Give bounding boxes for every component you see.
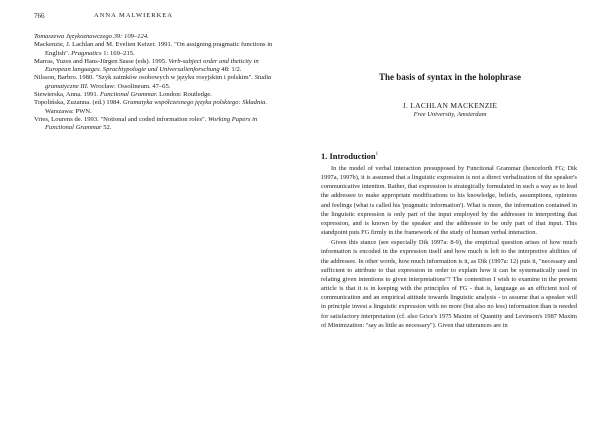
footnote-mark: 1 [375,152,379,158]
reference-text: Wrocław: Ossolineum. 47–65. [88,82,171,90]
right-page [300,0,600,426]
section-heading [321,151,378,161]
reference-text: Vries, Lourens de. 1993. "Notional and coded information roles". [34,115,209,123]
reference-text: 52. [101,124,112,132]
section-title: 1. Introduction [321,151,376,161]
reference-text: Pragmatics [71,49,102,57]
paragraph: In the model of verbal interaction presupposed by Functional Grammar (henceforth FG; Dik 1997a, 1997b), it is assumed that a linguistic expression is not a direct verbalization of the speaker's communicative intention. Rather, that expression is strategically formulated in such a way as to lead the addressee to make appropriate modifications to his knowledge, beliefs, assumptions, opinions and feelings (what is called his 'pragmatic information'). What is more, the information contained in the linguistic expression is only part of the input employed by the addressee in interpreting that expression, and is known by the speaker and the addressee to be only part of that input. This standpoint puts FG firmly in the framework of the study of human verbal interaction. [321,165,577,237]
reference-text: Nilsson, Barbro. 1980. "Szyk zaimków osobowych w języku rosyjskim i polskim". [34,74,255,82]
references-list [34,33,284,133]
author-affiliation: Free University, Amsterdam [413,111,487,118]
reference-entry [34,99,284,116]
reference-text: Verb-subject order and theticity in European languages. Sprachtypologie und Universalienforschung [45,57,259,74]
reference-text: Mackenzie, J. Lachlan and M. Evelien Keizer. 1991. "On assigning pragmatic functions in English". [34,41,273,57]
reference-text: Studia gramatyczne III. [45,74,272,90]
reference-text: 48: 1/2. [219,66,242,74]
reference-entry [34,91,284,99]
reference-text: Gramatyka współczesnego języka polskiego: Składnia. [122,99,268,107]
reference-text: Topolińska, Zuzanna. (ed.) 1984. [34,99,123,107]
reference-entry [34,116,284,133]
reference-text: London: Routledge. [157,91,212,99]
running-author: ANNA MALWIERKEA [94,12,173,19]
reference-entry [34,74,284,91]
reference-text: Warszawa: PWN. [45,107,92,115]
reference-entry [34,33,284,41]
reference-text: Siewierska, Anna. 1991. [34,91,100,99]
reference-text: 1: 169–215. [101,49,135,57]
reference-text: Marras, Yuzes and Hans-Jürgen Sasse (eds). 1995. [34,57,169,65]
reference-text: Functional Grammar. [99,91,158,99]
reference-text: Working Papers in Functional Grammar [45,115,258,132]
article-body [321,164,577,330]
article-title: The basis of syntax in the holophrase [378,72,522,82]
reference-text: Tomaszewa Językoznawczego 39: 109–124. [34,33,149,40]
reference-entry [34,41,284,58]
article-author: J. LACHLAN MACKENZIE [402,101,498,110]
paragraph: Given this stance (see especially Dik 1997a: 8-9), the empirical question arises of how much information is encoded in the expression itself and how much is left to the interpretive abilities of the addressee. In other words, how much information is it, as Dik (1997a: 12) puts it, "necessary and sufficient to attribute to that expression in order to explain how it can be systematically used in relating given intentions to given interpretations"? The contention I wish to examine in the present article is that it is in keeping with the principles of FG - that is, language as an efficient tool of communication and an empirical attitude towards linguistic analysis - to assume that a speaker will in principle invest a linguistic expression with no more (but also no less) information than is needed for satisfactory interpretation (cf. also Grice's 1975 Maxim of Quantity and Levinson's 1987 Maxim of Minimization: "say as little as necessary"). Given that utterances are in [321,239,577,329]
page-number: 766 [34,12,45,20]
reference-entry [34,58,284,75]
